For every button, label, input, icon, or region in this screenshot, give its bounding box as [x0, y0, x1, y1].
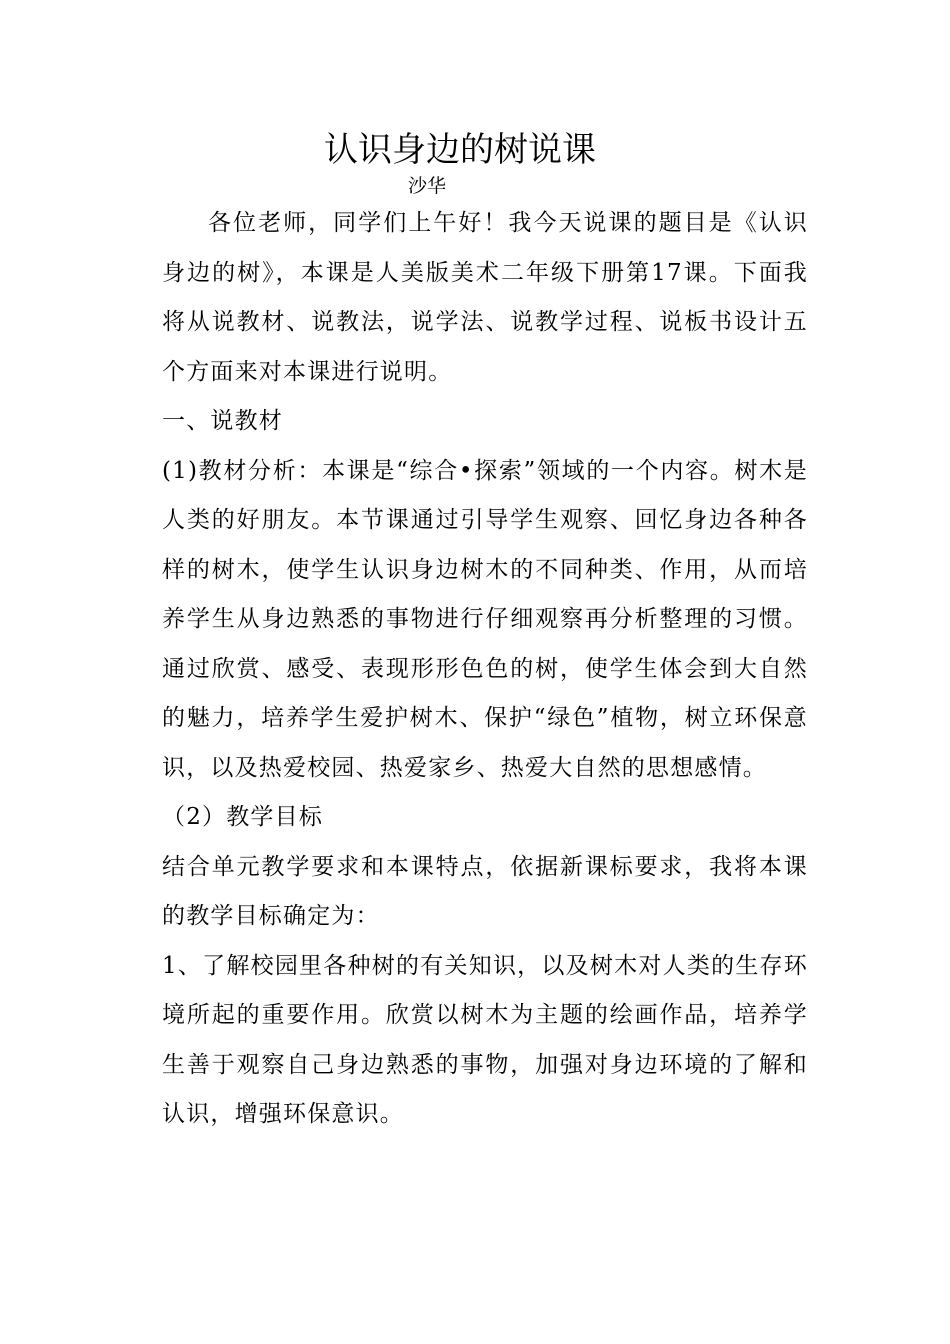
- section-heading-textbook: 一、说教材: [162, 408, 283, 434]
- teaching-goals-heading: （2）教学目标: [162, 804, 324, 830]
- author-name: 沙华: [408, 175, 447, 197]
- document-title: 认识身边的树说课: [324, 130, 596, 170]
- teaching-goals-intro-paragraph: 结合单元教学要求和本课特点，依据新课标要求，我将本课的教学目标确定为：: [162, 853, 808, 929]
- textbook-analysis-paragraph: (1)教材分析：本课是“综合•探索”领域的一个内容。树木是人类的好朋友。本节课通过引导学生观察、回忆身边各种各样的树木，使学生认识身边树木的不同种类、作用，从而培养学生从身边熟悉的事物进行仔细观察再分析整理的习惯。通过欣赏、感受、表现形形色色的树，使学生体会到大自然的魅力，培养学生爱护树木、保护“绿色”植物，树立环保意识，以及热爱校园、热爱家乡、热爱大自然的思想感情。: [162, 457, 808, 781]
- goal-1-paragraph: 1、了解校园里各种树的有关知识，以及树木对人类的生存环境所起的重要作用。欣赏以树木为主题的绘画作品，培养学生善于观察自己身边熟悉的事物，加强对身边环境的了解和认识，增强环保意识。: [162, 952, 808, 1127]
- document-body: [162, 199, 808, 1140]
- intro-paragraph: 各位老师，同学们上午好！我今天说课的题目是《认识身边的树》，本课是人美版美术二年级下册第17课。下面我将从说教材、说教法，说学法、说教学过程、说板书设计五个方面来对本课进行说明。: [162, 210, 808, 385]
